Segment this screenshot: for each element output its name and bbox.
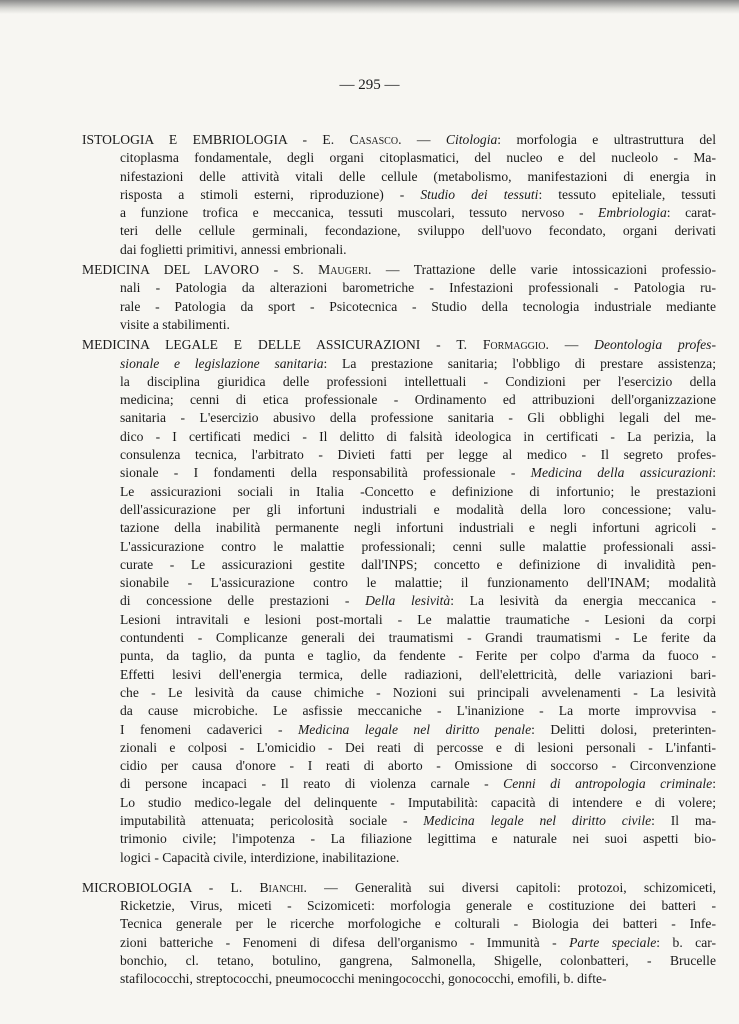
text-run: teri delle cellule germinali, fecondazione, sviluppo dell'uovo fecondato, organi derivati [120,223,716,239]
text-line [120,915,716,933]
text-run: sionale - I fondamenti della responsabilità professionale - [120,465,531,481]
text-run: dai foglietti primitivi, annessi embrionali. [120,241,347,257]
text-run: dell'assicurazione per gli infortuni industriali e modalità della loro concessione; valu- [120,501,716,517]
text-line [120,757,716,775]
text-run: L'assicurazione contro le malattie professionali; cenni sulle malattie professionali assi- [120,538,716,554]
section-heading-line [82,336,716,354]
text-line [120,519,716,537]
text-run: : Il ma- [651,812,716,828]
text-line [120,168,716,186]
text-line [120,409,716,427]
text-run: Lo studio medico-legale del delinquente - Imputabilità: capacità di intendere e di volere; [120,794,716,810]
text-line [120,501,716,519]
text-run: logici - Capacità civile, interdizione, inabilitazione. [120,849,400,865]
text-run: trimonio civile; l'impotenza - La filiazione legittima e naturale nei suoi aspetti bio- [120,831,716,847]
text-run: dico - I certificati medici - Il delitto di falsità ideologica in certificati - La perizia, la [120,428,716,444]
text-run: Ricketzie, Virus, miceti - Scizomiceti: morfologia generale e costituzione dei batteri - [120,898,716,914]
text-run: da cause microbiche. Le asfissie meccaniche - L'inanizione - La morte improvvisa - [120,703,716,719]
subtopic-title: Medicina della assicurazioni [530,465,713,481]
text-run: punta, da taglio, da punta e taglio, da fendente - Ferite per colpo d'arma da fuoco - [120,648,716,664]
text-run: . — [545,337,595,353]
subtopic-title: Embriologia [598,205,667,221]
text-run: bonchio, cl. tetano, botulino, gangrena, Salmonella, Shigelle, colonbatteri, - Brucelle [120,953,716,969]
subtopic-title: Medicina legale nel diritto civile [423,812,652,828]
text-run: Tecnica generale per le ricerche morfologiche e colturali - Biologia dei batteri - Infe- [120,916,716,932]
text-line [120,849,716,867]
text-line [120,592,716,610]
subtopic-title: Deontologia profes- [594,337,716,353]
text-line [120,279,716,297]
text-run: visite a stabilimenti. [120,316,230,332]
text-line [120,446,716,464]
text-line [120,721,716,739]
subtopic-title: Citologia [445,132,498,147]
text-run: : morfologia e ultrastruttura del [497,132,716,147]
text-run: MEDICINA DEL LAVORO - S. [82,262,319,278]
text-run: citoplasma fondamentale, degli organi citoplasmatici, del nucleo e del nucleolo - Ma- [120,150,716,166]
text-run: Le assicurazioni sociali in Italia -Concetto e definizione di infortunio; le prestazioni [120,483,716,499]
text-run: contundenti - Complicanze generali dei traumatismi - Grandi traumatismi - Le ferite da [120,630,716,646]
text-line [120,952,716,970]
text-line [120,934,716,952]
subtopic-title: Parte speciale [569,934,657,950]
author-name: Formaggio [482,337,546,353]
text-run: medicina; cenni di etica professionale - Ordinamento ed attribuzioni dell'organizzazione [120,392,716,408]
text-run: MEDICINA LEGALE E DELLE ASSICURAZIONI - T. [82,337,483,353]
text-run: sionabile - L'assicurazione contro le malattie; il funzionamento dell'INAM; modalità [120,575,716,591]
text-line [120,428,716,446]
text-run: : tessuto epiteliale, tessuti [538,186,716,202]
page-body [82,131,716,989]
text-line [120,391,716,409]
subtopic-title: Medicina legale nel diritto penale [297,721,532,737]
text-run: curate - Le assicurazioni gestite dall'INPS; concetto e definizione di invalidità pen- [120,556,716,572]
text-run: rale - Patologia da sport - Psicotecnica - Studio della tecnologia industriale mediante [120,298,716,314]
text-run: : b. car- [656,934,717,950]
text-line [120,684,716,702]
text-line [120,812,716,830]
text-run: : La prestazione sanitaria; l'obbligo di prestare assistenza; [323,355,716,371]
text-run: risposta a stimoli esterni, riproduzione) - [120,186,421,202]
text-line [120,574,716,592]
text-line [120,739,716,757]
author-name: Bianchi [259,879,304,895]
text-run: nali - Patologia da alterazioni barometriche - Infestazioni professionali - Patologia ru- [120,280,716,296]
text-run: di concessione delle prestazioni - [120,593,366,609]
text-run: a funzione trofica e meccanica, tessuti muscolari, tessuto nervoso - [120,205,599,221]
text-run: stafilococchi, streptococchi, pneumococchi meningococchi, gonococchi, emofili, b. difte- [120,971,607,987]
subtopic-title: Cenni di antropologia criminale [503,776,713,792]
text-run: Effetti lesivi dell'energia termica, delle radiazioni, dell'elettricità, delle variazioni bari- [120,666,716,682]
text-line [120,149,716,167]
text-line [120,702,716,720]
text-line [120,897,716,915]
text-line [120,970,716,988]
author-name: Casasco [349,132,399,147]
scan-top-edge [0,0,739,14]
text-run: . — Generalità sui diversi capitoli: protozoi, schizomiceti, [303,879,716,895]
text-line [120,538,716,556]
text-line [120,222,716,240]
text-run: la disciplina giuridica delle professioni intellettuali - Condizioni per l'esercizio della [120,373,716,389]
text-run: zioni batteriche - Fenomeni di difesa dell'organismo - Immunità - [120,934,570,950]
text-line [120,775,716,793]
text-run: . — Trattazione delle varie intossicazioni professio- [368,262,716,278]
text-run: cidio per causa d'onore - I reati di aborto - Omissione di soccorso - Circonvenzione [120,758,716,774]
text-run: consulenza tecnica, l'arbitrato - Divieti fatti per legge al medico - Il segreto profes- [120,447,716,463]
text-run: Lesioni intravitali e lesioni post-mortali - Le malattie traumatiche - Lesioni da corpi [120,611,716,627]
author-name: Maugeri [318,262,368,278]
text-line [120,647,716,665]
text-run: I fenomeni cadaverici - [120,721,298,737]
text-run: sanitaria - L'esercizio abusivo della professione sanitaria - Gli obblighi legali del me- [120,410,716,426]
section-medicina-legale [82,336,716,867]
text-run: : La lesività da energia meccanica - [450,593,716,609]
text-run: ISTOLOGIA E EMBRIOLOGIA - E. [82,132,350,147]
text-line [120,373,716,391]
text-line [120,629,716,647]
text-line [120,204,716,222]
section-heading-line [82,131,716,149]
text-run: tazione della inabilità permanente negli infortuni industriali e negli infortuni agricoli - [120,520,716,536]
text-run: MICROBIOLOGIA - L. [82,879,260,895]
text-line [120,830,716,848]
section-heading-line [82,879,716,897]
page-number: — 295 — [339,77,400,93]
text-line [120,241,716,259]
section-medicina-del-lavoro [82,261,716,334]
text-line [120,316,716,334]
text-line [120,556,716,574]
text-line [120,355,716,373]
text-run: nifestazioni delle attività vitali delle cellule (metabolismo, manifestazioni di energia in [120,168,716,184]
subtopic-title: Studio dei tessuti [420,186,539,202]
text-line [120,186,716,204]
text-line [120,483,716,501]
text-run: imputabilità attenuata; pericolosità sociale - [120,812,424,828]
text-run: : [712,776,716,792]
text-line [120,611,716,629]
text-line [120,666,716,684]
text-run: di persone incapaci - Il reato di violenza carnale - [120,776,504,792]
text-run: : Delitti dolosi, preterinten- [531,721,716,737]
text-run: zionali e colposi - L'omicidio - Dei reati di percosse e di lesioni personali - L'infanti- [120,739,716,755]
text-line [120,794,716,812]
text-run: : carat- [666,205,717,221]
text-line [120,464,716,482]
section-microbiologia [82,879,716,989]
text-run: . — [398,132,446,147]
text-run: che - Le lesività da cause chimiche - Nozioni sui principali avvelenamenti - La lesività [120,684,716,700]
subtopic-title: Della lesività [365,593,451,609]
text-line [120,298,716,316]
subtopic-title: sionale e legislazione sanitaria [120,355,324,371]
text-run: : [712,465,717,481]
section-heading-line [82,261,716,279]
section-istologia-embriologia [82,131,716,259]
